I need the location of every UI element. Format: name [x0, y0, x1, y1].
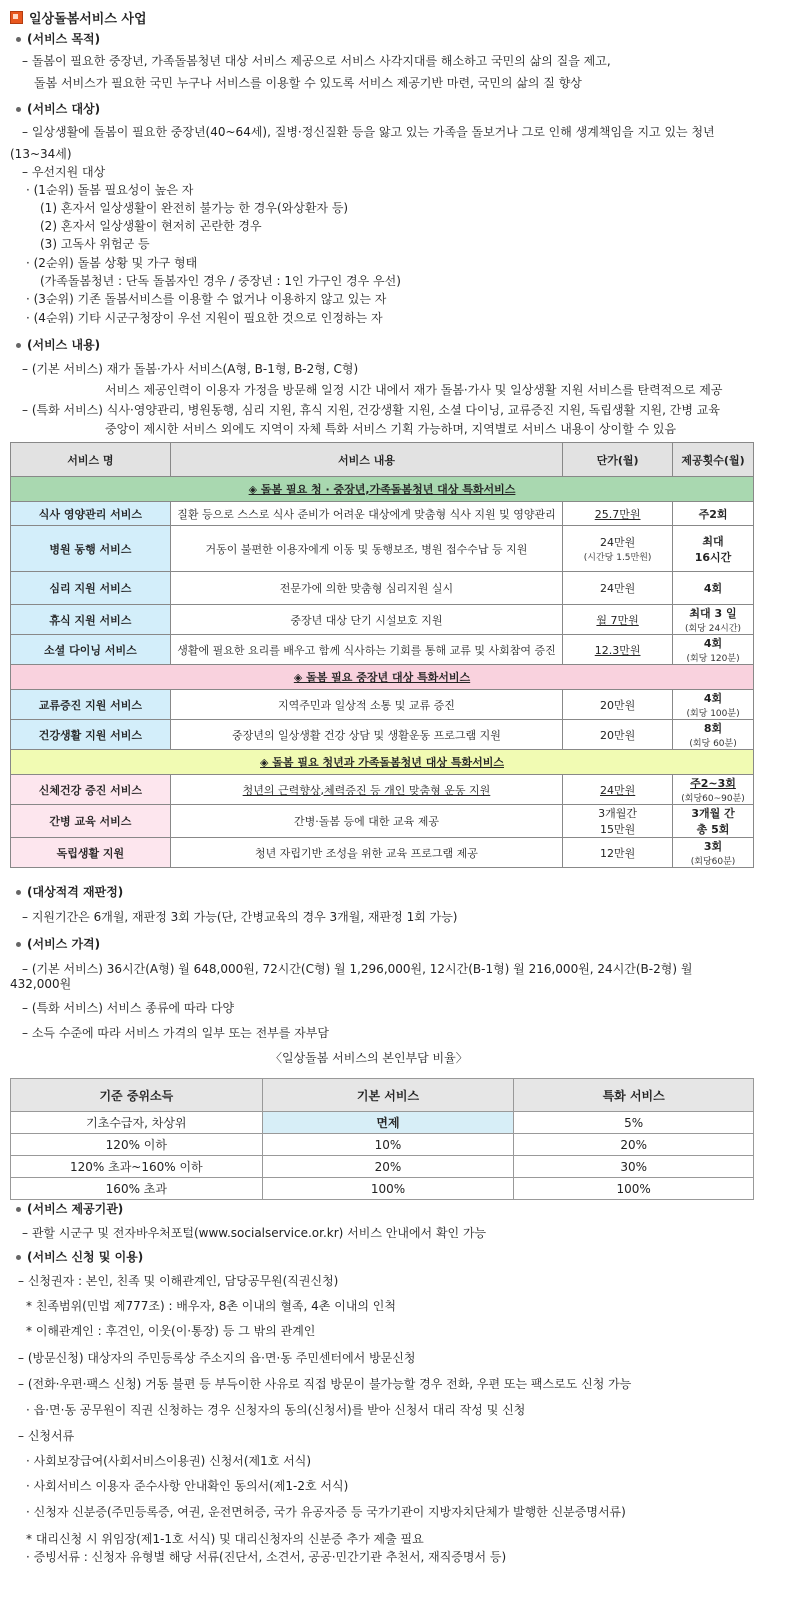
price-heading: (서비스 가격) — [16, 936, 100, 952]
table-row: 독립생활 지원 청년 자립기반 조성을 위한 교육 프로그램 제공 12만원 3회 (회당60분) — [11, 838, 754, 868]
apply-line-8: · 사회보장급여(사회서비스이용권) 신청서(제1호 서식) — [26, 1454, 312, 1468]
dot-icon — [16, 1255, 21, 1260]
apply-line-12: · 증빙서류 : 신청자 유형별 해당 서류(진단서, 소견서, 공공·민간기관 추천서, 재직증명서 등) — [26, 1550, 507, 1564]
apply-line-6: · 읍·면·동 공무원이 직권 신청하는 경우 신청자의 동의(신청서)를 받아 신청서 대리 작성 및 신청 — [26, 1403, 526, 1417]
content-line-2: 서비스 제공인력이 이용자 가정을 방문해 일정 시간 내에서 재가 돌봄·가사 및 일상생활 지원 서비스를 탄력적으로 제공 — [105, 383, 723, 397]
target-line-7: (3) 고독사 위험군 등 — [40, 237, 150, 251]
apply-line-7: – 신청서류 — [18, 1429, 75, 1443]
table-row: 식사 영양관리 서비스 질환 등으로 스스로 식사 준비가 어려운 대상에게 맞춤형 식사 지원 및 영양관리 25.7만원 주2회 — [11, 502, 754, 526]
service-table — [10, 442, 754, 868]
target-line-5: (1) 혼자서 일상생활이 완전히 불가능 한 경우(와상환자 등) — [40, 201, 349, 215]
target-line-1: – 일상생활에 돌봄이 필요한 중장년(40~64세), 질병·정신질환 등을 앓고 있는 가족을 돌보거나 그로 인해 생계책임을 지고 있는 청년 — [22, 125, 715, 139]
cost-table-caption: 〈일상돌봄 서비스의 본인부담 비율〉 — [270, 1051, 468, 1065]
content-line-4: 중앙이 제시한 서비스 외에도 지역이 자체 특화 서비스 기획 가능하며, 지역별로 서비스 내용이 상이할 수 있음 — [105, 422, 677, 436]
dot-icon — [16, 890, 21, 895]
apply-line-2: * 친족범위(민법 제777조) : 배우자, 8촌 이내의 혈족, 4촌 이내의 인척 — [26, 1299, 396, 1313]
table-row: 120% 초과~160% 이하 20% 30% — [11, 1156, 754, 1178]
purpose-line-1: – 돌봄이 필요한 중장년, 가족돌봄청년 대상 서비스 제공으로 서비스 사각지대를 해소하고 국민의 삶의 질을 제고, — [22, 54, 611, 68]
col-header-count: 제공횟수(월) — [673, 443, 754, 477]
apply-line-3: * 이해관계인 : 후견인, 이웃(이·통장) 등 그 밖의 관계인 — [26, 1324, 316, 1338]
apply-line-11: * 대리신청 시 위임장(제1-1호 서식) 및 대리신청자의 신분증 추가 제출 필요 — [26, 1532, 424, 1546]
col-header-desc: 서비스 내용 — [170, 443, 562, 477]
dot-icon — [16, 1207, 21, 1212]
price-line-3: – (특화 서비스) 서비스 종류에 따라 다양 — [22, 1001, 235, 1015]
target-line-10: · (3순위) 기존 돌봄서비스를 이용할 수 없거나 이용하지 않고 있는 자 — [26, 292, 387, 306]
apply-line-5: – (전화·우편·팩스 신청) 거동 불편 등 부득이한 사유로 직접 방문이 불가능할 경우 전화, 우편 또는 팩스로도 신청 가능 — [18, 1377, 632, 1391]
target-line-8: · (2순위) 돌봄 상황 및 가구 형태 — [26, 256, 198, 270]
dot-icon — [16, 107, 21, 112]
table-row: 소셜 다이닝 서비스 생활에 필요한 요리를 배우고 함께 식사하는 기회를 통해 교류 및 사회참여 증진 12.3만원 4회 (회당 120분) — [11, 635, 754, 665]
apply-line-4: – (방문신청) 대상자의 주민등록상 주소지의 읍·면·동 주민센터에서 방문신청 — [18, 1351, 416, 1365]
table-row: 교류증진 지원 서비스 지역주민과 일상적 소통 및 교류 증진 20만원 4회 (회당 100분) — [11, 690, 754, 720]
apply-line-10: · 신청자 신분증(주민등록증, 여권, 운전면허증, 국가 유공자증 등 국가기관이 지방자치단체가 발행한 신분증명서류) — [26, 1505, 626, 1519]
table-row: 신체건강 증진 서비스 청년의 근력향상,체력증진 등 개인 맞춤형 운동 지원 24만원 주2~3회 (회당60~90분) — [11, 775, 754, 805]
reassess-line: – 지원기간은 6개월, 재판정 3회 가능(단, 간병교육의 경우 3개월, 재판정 1회 가능) — [22, 910, 458, 924]
document-title — [10, 8, 147, 26]
title-text: 일상돌봄서비스 사업 — [29, 11, 147, 27]
table-row: 심리 지원 서비스 전문가에 의한 맞춤형 심리지원 실시 24만원 4회 — [11, 572, 754, 605]
col-header-basic: 기본 서비스 — [262, 1079, 514, 1112]
category-row: ◈ 돌봄 필요 청 · 중장년,가족돌봄청년 대상 특화서비스 — [11, 477, 754, 502]
purpose-heading: (서비스 목적) — [16, 31, 100, 47]
target-line-9: (가족돌봄청년 : 단독 돌봄자인 경우 / 중장년 : 1인 가구인 경우 우선) — [40, 274, 401, 288]
table-row: 기초수급자, 차상위 면제 5% — [11, 1112, 754, 1134]
target-line-11: · (4순위) 기타 시군구청장이 우선 지원이 필요한 것으로 인정하는 자 — [26, 311, 383, 325]
table-row: 휴식 지원 서비스 중장년 대상 단기 시설보호 지원 월 7만원 최대 3 일 (회당 24시간) — [11, 605, 754, 635]
apply-line-1: – 신청권자 : 본인, 친족 및 이해관계인, 담당공무원(직권신청) — [18, 1274, 339, 1288]
apply-heading: (서비스 신청 및 이용) — [16, 1249, 143, 1265]
content-line-1: – (기본 서비스) 재가 돌봄·가사 서비스(A형, B-1형, B-2형, C형) — [22, 362, 359, 376]
category-row: ◈ 돌봄 필요 청년과 가족돌봄청년 대상 특화서비스 — [11, 750, 754, 775]
cost-share-table — [10, 1078, 754, 1200]
provider-line: – 관할 시군구 및 전자바우처포털(www.socialservice.or.kr) 서비스 안내에서 확인 가능 — [22, 1226, 487, 1240]
target-heading: (서비스 대상) — [16, 101, 100, 117]
target-line-3: – 우선지원 대상 — [22, 165, 106, 179]
reassess-heading: (대상적격 재판정) — [16, 884, 123, 900]
table-row: 간병 교육 서비스 간병·돌봄 등에 대한 교육 제공 3개월간 15만원 3개월 간 총 5회 — [11, 805, 754, 838]
content-heading: (서비스 내용) — [16, 337, 100, 353]
col-header-name: 서비스 명 — [11, 443, 171, 477]
apply-line-9: · 사회서비스 이용자 준수사항 안내확인 동의서(제1-2호 서식) — [26, 1479, 349, 1493]
category-row: ◈ 돌봄 필요 중장년 대상 특화서비스 — [11, 665, 754, 690]
dot-icon — [16, 343, 21, 348]
service-table-header — [11, 443, 754, 477]
target-line-4: · (1순위) 돌봄 필요성이 높은 자 — [26, 183, 194, 197]
table-row: 120% 이하 10% 20% — [11, 1134, 754, 1156]
target-line-6: (2) 혼자서 일상생활이 현저히 곤란한 경우 — [40, 219, 262, 233]
col-header-income: 기준 중위소득 — [11, 1079, 263, 1112]
dot-icon — [16, 942, 21, 947]
purpose-line-2: 돌봄 서비스가 필요한 국민 누구나 서비스를 이용할 수 있도록 서비스 제공기반 마련, 국민의 삶의 질 향상 — [34, 76, 582, 90]
price-line-4: – 소득 수준에 따라 서비스 가격의 일부 또는 전부를 자부담 — [22, 1026, 329, 1040]
dot-icon — [16, 37, 21, 42]
content-line-3: – (특화 서비스) 식사·영양관리, 병원동행, 심리 지원, 휴식 지원, 건강생활 지원, 소셜 다이닝, 교류증진 지원, 독립생활 지원, 간병 교육 — [22, 403, 720, 417]
table-row: 병원 동행 서비스 거동이 불편한 이용자에게 이동 및 동행보조, 병원 접수수납 등 지원 24만원 (시간당 1.5만원) 최대 16시간 — [11, 526, 754, 572]
col-header-price: 단가(월) — [563, 443, 673, 477]
square-bullet-icon — [10, 11, 23, 24]
price-line-1: – (기본 서비스) 36시간(A형) 월 648,000원, 72시간(C형) 월 1,296,000원, 12시간(B-1형) 월 216,000원, 24시간(B-2형) 월 — [22, 962, 693, 976]
price-line-2: 432,000원 — [10, 977, 72, 991]
target-line-2: (13~34세) — [10, 147, 72, 161]
table-row: 160% 초과 100% 100% — [11, 1178, 754, 1200]
table-row: 건강생활 지원 서비스 중장년의 일상생활 건강 상담 및 생활운동 프로그램 지원 20만원 8회 (회당 60분) — [11, 720, 754, 750]
provider-heading: (서비스 제공기관) — [16, 1201, 123, 1217]
col-header-special: 특화 서비스 — [514, 1079, 754, 1112]
cost-table-header — [11, 1079, 754, 1112]
